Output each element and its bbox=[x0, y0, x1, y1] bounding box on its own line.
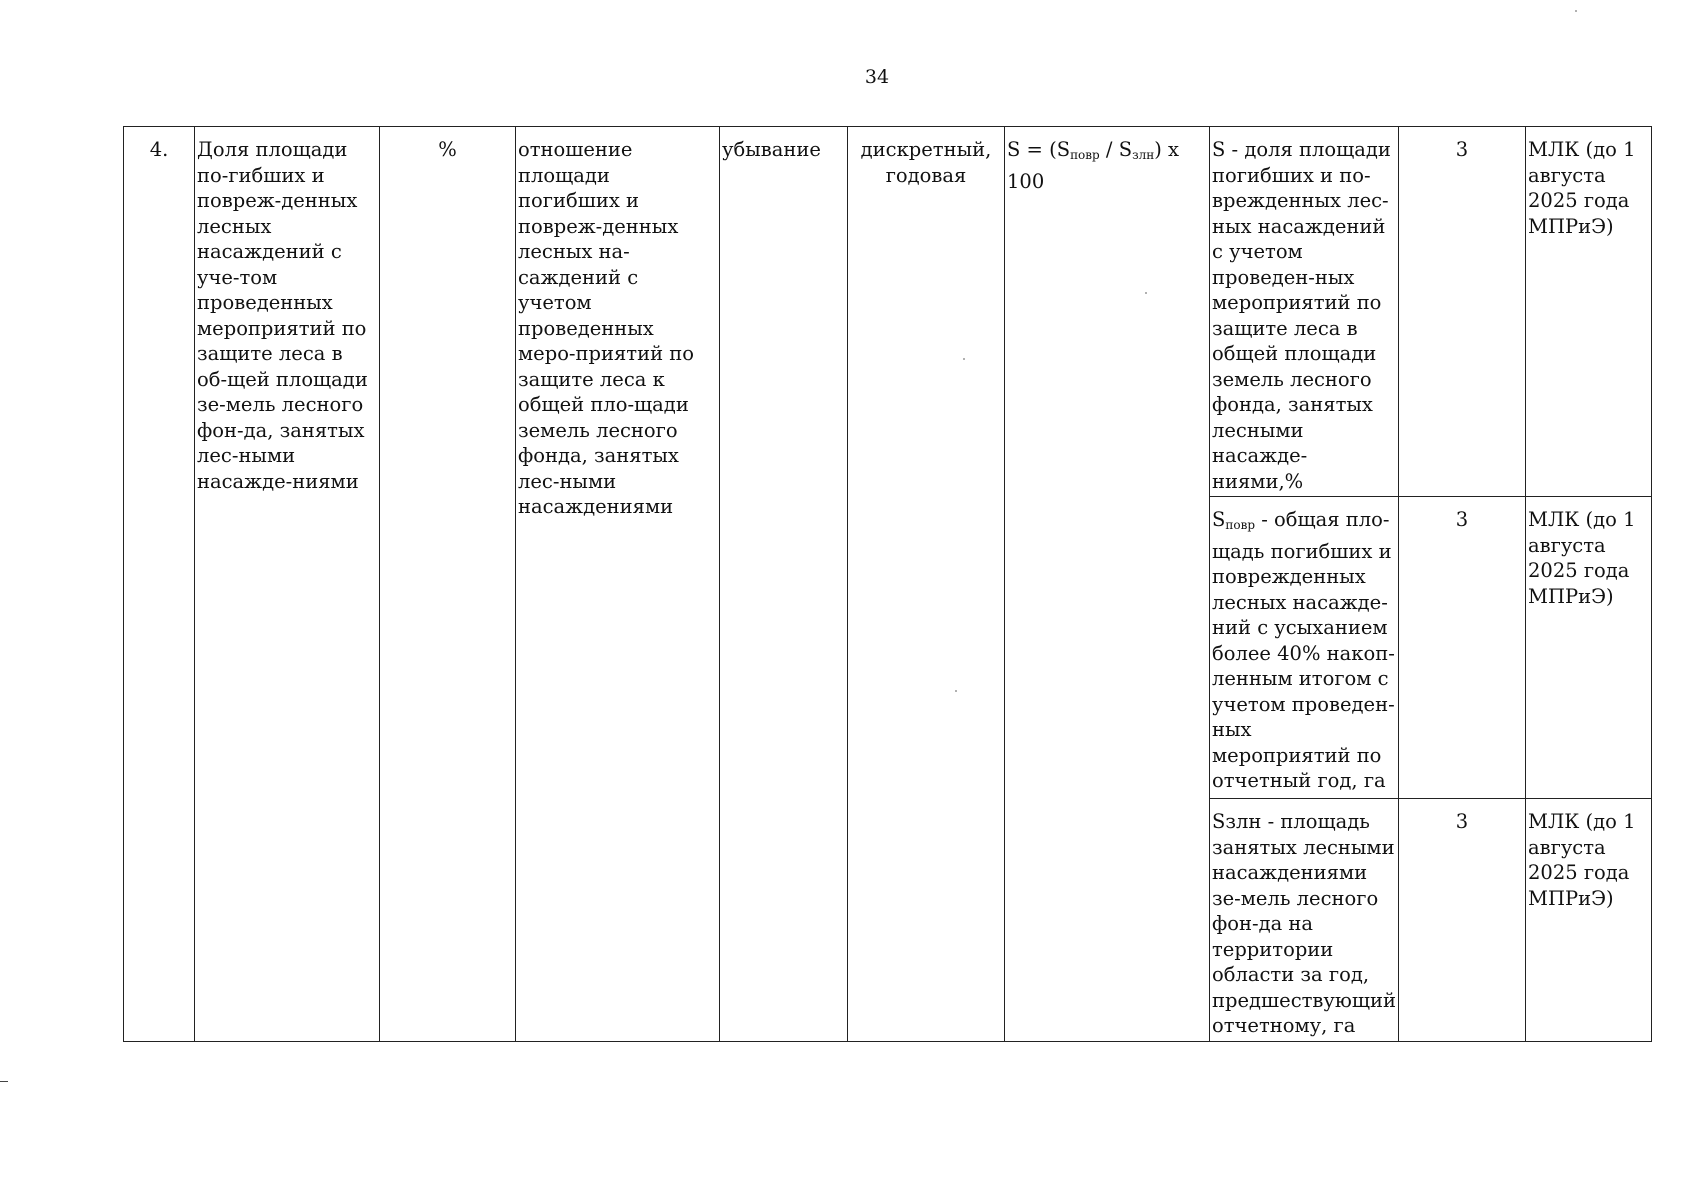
scan-speck bbox=[963, 358, 965, 360]
variable-text: - общая пло-щадь погибших и поврежденных лесных насажде-ний с усыханием более 40% накоп-ленным итогом с учетом проведен-ных мероприятий по отчетный год, га bbox=[1212, 508, 1395, 792]
variable-cell bbox=[1210, 127, 1399, 497]
margin-mark bbox=[0, 1081, 8, 1082]
source-cell: МЛК (до 1 августа 2025 года МПРиЭ) bbox=[1526, 127, 1652, 497]
scan-speck bbox=[955, 690, 957, 692]
variable-symbol: S bbox=[1212, 508, 1226, 531]
indicator-table bbox=[123, 126, 1652, 1042]
row-number: 4. bbox=[124, 127, 195, 1042]
variable-cell bbox=[1210, 799, 1399, 1042]
variable-sub: повр bbox=[1225, 518, 1256, 532]
periodicity-cell: дискретный, годовая bbox=[848, 127, 1005, 1042]
variable-text: Sзлн - площадь занятых лесными насаждениями зе-мель лесного фон-да на территории области за год, предшествующий отчетному, га bbox=[1212, 810, 1396, 1037]
indicator-name: Доля площади по-гибших и повреж-денных лесных насаждений с уче-том проведенных мероприятий по защите леса в об-щей площади зе-мель лесного фон-да, занятых лес-ными насажде-ниями bbox=[195, 127, 380, 1042]
formula-prefix: S = (S bbox=[1007, 138, 1071, 161]
trend-cell: убывание bbox=[720, 127, 848, 1042]
source-cell: МЛК (до 1 августа 2025 года МПРиЭ) bbox=[1526, 497, 1652, 799]
formula-middle: / S bbox=[1099, 138, 1133, 161]
method-cell: 3 bbox=[1399, 497, 1526, 799]
definition-cell: отношение площади погибших и повреж-денных лесных на-саждений с учетом проведенных меро-приятий по защите леса к общей пло-щади земель лесного фонда, занятых лес-ными насаждениями bbox=[516, 127, 720, 1042]
unit-cell: % bbox=[380, 127, 516, 1042]
formula-sub-1: повр bbox=[1070, 148, 1100, 162]
scan-speck bbox=[1575, 10, 1577, 12]
method-cell: 3 bbox=[1399, 799, 1526, 1042]
scan-speck bbox=[1145, 292, 1147, 294]
formula-cell bbox=[1005, 127, 1210, 1042]
page-number: 34 bbox=[864, 66, 890, 88]
table-row bbox=[124, 127, 1652, 497]
formula-sub-2: злн bbox=[1132, 148, 1155, 162]
source-cell: МЛК (до 1 августа 2025 года МПРиЭ) bbox=[1526, 799, 1652, 1042]
variable-text: S - доля площади погибших и по-врежденных лес-ных насаждений с учетом проведен-ных мероприятий по защите леса в общей площади земель лесного фонда, занятых лесными насажде-ниями,% bbox=[1212, 138, 1391, 493]
method-cell: 3 bbox=[1399, 127, 1526, 497]
variable-cell bbox=[1210, 497, 1399, 799]
formula-suffix: ) x 100 bbox=[1007, 138, 1180, 193]
